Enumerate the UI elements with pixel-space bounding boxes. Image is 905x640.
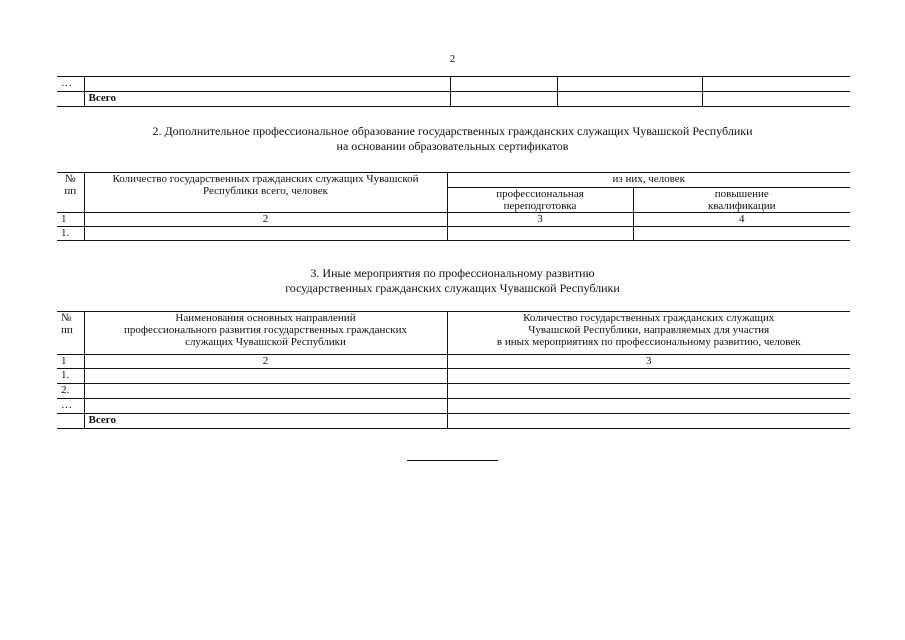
row-name	[84, 399, 447, 414]
cell	[557, 92, 702, 107]
section2-heading-line2: на основании образовательных сертификатов	[336, 139, 569, 153]
col-count-line3: в иных мероприятиях по профессиональному развитию, человек	[496, 336, 801, 348]
index-cell: 2	[84, 213, 447, 227]
cell	[702, 77, 850, 92]
other-activities-table	[57, 311, 850, 429]
table-row	[57, 369, 850, 384]
cell	[447, 227, 633, 241]
col-number-header: № пп	[61, 312, 73, 336]
cell	[450, 77, 557, 92]
index-row	[57, 213, 850, 227]
col-number-header: № пп	[64, 173, 77, 197]
certificates-table	[57, 172, 850, 241]
row-number: …	[57, 399, 84, 414]
table-row	[57, 384, 850, 399]
index-cell: 1	[57, 355, 84, 369]
index-row	[57, 355, 850, 369]
index-cell: 3	[447, 213, 633, 227]
table-row	[57, 399, 850, 414]
row-number: 1.	[57, 227, 84, 241]
section3-heading	[0, 266, 905, 296]
table-row-total	[57, 92, 850, 107]
col-directions-line2: профессионального развития государственных гражданских	[123, 324, 407, 336]
row-name-total: Всего	[84, 92, 450, 107]
col-qualification-header: повышение квалификации	[633, 188, 850, 213]
header-row	[57, 173, 850, 188]
end-divider	[407, 460, 498, 461]
cell	[84, 227, 447, 241]
index-cell: 2	[84, 355, 447, 369]
col-directions-line1: Наименования основных направлений	[175, 312, 356, 324]
row-number	[57, 92, 84, 107]
col-total-header: Количество государственных гражданских служащих Чувашской Республики всего, человек	[84, 173, 447, 213]
section3-heading-line2: государственных гражданских служащих Чувашской Республики	[285, 281, 620, 295]
index-cell: 3	[447, 355, 850, 369]
page-number: 2	[449, 53, 456, 65]
row-number: …	[61, 77, 72, 89]
table-row	[57, 227, 850, 241]
col-count-header	[447, 312, 850, 355]
table-row-total	[57, 414, 850, 429]
cell	[702, 92, 850, 107]
cell	[450, 92, 557, 107]
row-name-total: Всего	[84, 414, 447, 429]
cell	[447, 384, 850, 399]
index-cell: 4	[633, 213, 850, 227]
col-directions-header	[84, 312, 447, 355]
section3-heading-line1: 3. Иные мероприятия по профессиональному развитию	[310, 266, 595, 280]
index-cell: 1	[57, 213, 84, 227]
continuation-table	[57, 76, 850, 107]
row-number: 1.	[57, 369, 84, 384]
row-name	[84, 77, 450, 92]
cell	[557, 77, 702, 92]
col-retraining-header: профессиональная переподготовка	[447, 188, 633, 213]
row-number: 2.	[57, 384, 84, 399]
cell	[447, 369, 850, 384]
row-number	[57, 414, 84, 429]
table-row	[57, 77, 850, 92]
col-count-line2: Чувашской Республики, направляемых для участия	[528, 324, 770, 336]
cell	[447, 399, 850, 414]
col-group-header: из них, человек	[447, 173, 850, 188]
cell	[447, 414, 850, 429]
section2-heading-line1: 2. Дополнительное профессиональное образование государственных гражданских служащих Чувашской Республики	[152, 124, 753, 138]
col-count-line1: Количество государственных гражданских служащих	[523, 312, 775, 324]
section2-heading	[0, 124, 905, 154]
header-row	[57, 312, 850, 355]
col-directions-line3: служащих Чувашской Республики	[185, 336, 346, 348]
cell	[633, 227, 850, 241]
row-name	[84, 369, 447, 384]
row-name	[84, 384, 447, 399]
